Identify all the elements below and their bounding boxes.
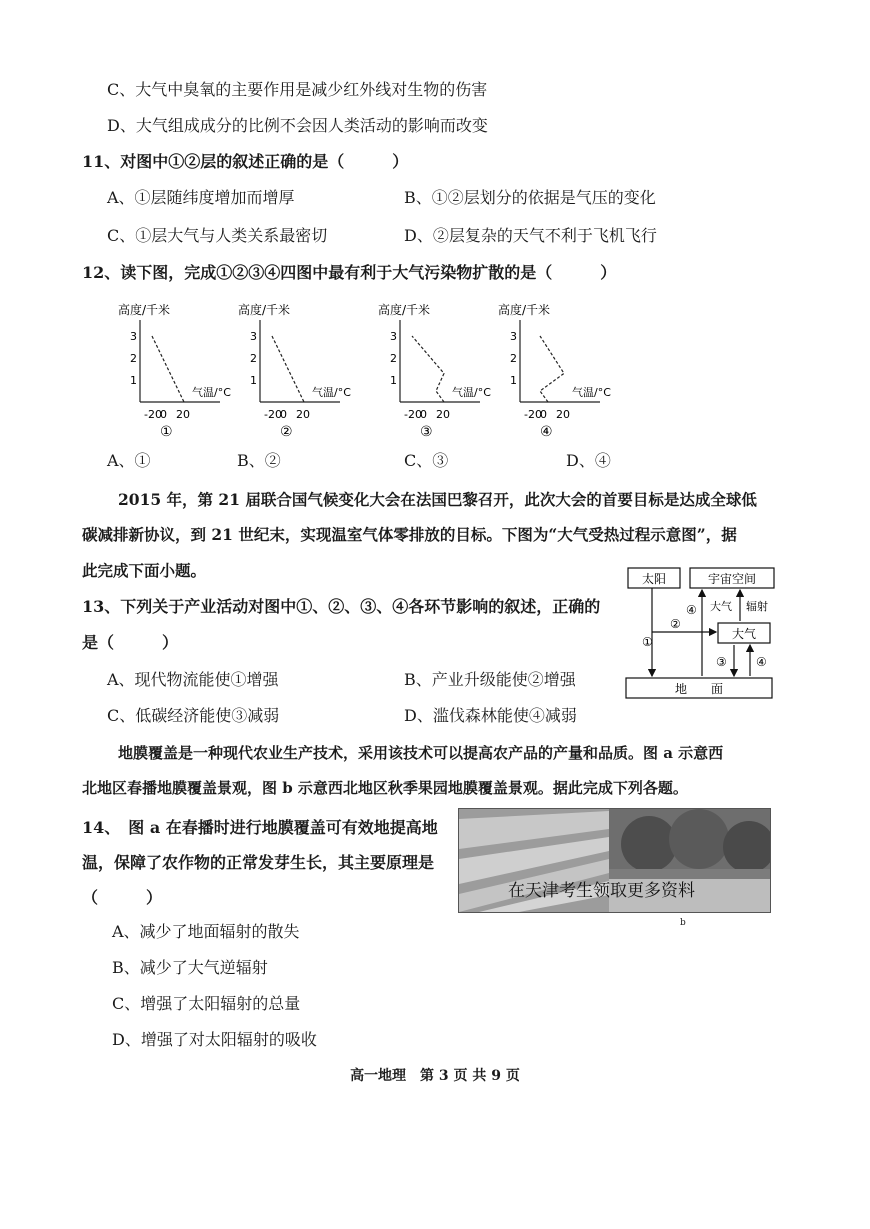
graph-xtick: 20	[176, 408, 190, 421]
q11-stem: 11、对图中①②层的叙述正确的是（ ）	[82, 152, 409, 171]
watermark-text: 在天津考生领取更多资料	[508, 881, 695, 901]
graph-ytick: 3	[510, 330, 517, 343]
graph-xtick: -20	[264, 408, 282, 421]
graph-ylabel: 高度/千米	[238, 303, 291, 317]
graph-xtick: 0	[160, 408, 167, 421]
graph-xtick: 0	[540, 408, 547, 421]
passage-mulch-line-2: 北地区春播地膜覆盖景观，图 b 示意西北地区秋季果园地膜覆盖景观。据此完成下列各题。	[82, 779, 688, 797]
passage-mulch-line-1: 地膜覆盖是一种现代农业生产技术，采用该技术可以提高农产品的产量和品质。图 a 示意西	[118, 744, 724, 762]
q10-option-d: D、大气组成成分的比例不会因人类活动的影响而改变	[107, 116, 488, 135]
label-4-lower: ④	[756, 655, 767, 669]
q14-stem-line-2: 温，保障了农作物的正常发芽生长，其主要原理是	[82, 853, 435, 872]
temperature-profile-line	[540, 336, 564, 402]
atmosphere-radiation-label: 大气	[710, 600, 732, 613]
graph-number: ④	[540, 424, 553, 438]
label-3: ③	[716, 655, 727, 669]
q12-option-a: A、①	[107, 451, 151, 470]
atmosphere-label: 大气	[731, 627, 757, 641]
q14-option-c: C、增强了太阳辐射的总量	[112, 994, 301, 1013]
q14-stem-line-1: 14、 图 a 在春播时进行地膜覆盖可有效地提高地	[82, 818, 438, 837]
q14-option-d: D、增强了对太阳辐射的吸收	[112, 1030, 317, 1049]
q11-option-d: D、②层复杂的天气不利于飞机飞行	[404, 226, 657, 245]
radiation-label: 辐射	[746, 600, 768, 613]
graph-ytick: 1	[390, 374, 397, 387]
graph-ytick: 3	[130, 330, 137, 343]
q11-option-b: B、①②层划分的依据是气压的变化	[404, 188, 656, 207]
q14-option-b: B、减少了大气逆辐射	[112, 958, 268, 977]
graph-ytick: 3	[390, 330, 397, 343]
graph-ytick: 2	[390, 352, 397, 365]
graph-xtick: 20	[296, 408, 310, 421]
passage-climate-line-1: 2015 年，第 21 届联合国气候变化大会在法国巴黎召开，此次大会的首要目标是达成全球低	[118, 490, 757, 509]
graph-xtick: -20	[144, 408, 162, 421]
q12-option-c: C、③	[404, 451, 449, 470]
graph-ytick: 2	[250, 352, 257, 365]
graph-xtick: -20	[524, 408, 542, 421]
passage-climate-line-2: 碳减排新协议，到 21 世纪末，实现温室气体零排放的目标。下图为“大气受热过程示意图”，据	[82, 525, 737, 544]
graph-ylabel: 高度/千米	[118, 303, 171, 317]
graph-xtick: 20	[556, 408, 570, 421]
q13-option-d: D、滥伐森林能使④减弱	[404, 706, 577, 725]
q12-option-d: D、④	[566, 451, 611, 470]
q13-stem-line-1: 13、下列关于产业活动对图中①、②、③、④各环节影响的叙述，正确的	[82, 597, 601, 616]
graph-xlabel: 气温/°C	[452, 386, 491, 399]
graph-ytick: 3	[250, 330, 257, 343]
q13-stem-line-2: 是（ ）	[82, 633, 179, 652]
label-1: ①	[642, 635, 653, 649]
graph-xlabel: 气温/°C	[312, 386, 351, 399]
graph-xtick: -20	[404, 408, 422, 421]
q14-stem-line-3: （ ）	[82, 888, 163, 907]
space-label: 宇宙空间	[707, 572, 757, 586]
sun-label: 太阳	[641, 572, 667, 586]
graph-xtick: 0	[280, 408, 287, 421]
graph-xtick: 20	[436, 408, 450, 421]
graph-xlabel: 气温/°C	[572, 386, 611, 399]
q11-option-a: A、①层随纬度增加而增厚	[107, 188, 295, 207]
q13-option-a: A、现代物流能使①增强	[107, 670, 279, 689]
graph-xlabel: 气温/°C	[192, 386, 231, 399]
graph-ytick: 1	[250, 374, 257, 387]
graph-ytick: 1	[510, 374, 517, 387]
label-2: ②	[670, 617, 681, 631]
q14-option-a: A、减少了地面辐射的散失	[112, 922, 300, 941]
graph-number: ③	[420, 424, 433, 438]
q12-stem: 12、读下图，完成①②③④四图中最有利于大气污染物扩散的是（ ）	[82, 263, 617, 282]
photo-label-b: b	[680, 918, 686, 928]
page-footer: 高一地理 第 3 页 共 9 页	[350, 1068, 520, 1084]
graph-xtick: 0	[420, 408, 427, 421]
temperature-profile-graphs	[100, 298, 660, 438]
passage-climate-line-3: 此完成下面小题。	[82, 561, 207, 580]
temperature-profile-line	[412, 336, 444, 402]
graph-ytick: 1	[130, 374, 137, 387]
q10-option-c: C、大气中臭氧的主要作用是减少红外线对生物的伤害	[107, 80, 488, 99]
graph-ylabel: 高度/千米	[498, 303, 551, 317]
graph-ylabel: 高度/千米	[378, 303, 431, 317]
graph-number: ①	[160, 424, 173, 438]
ground-label: 地 面	[674, 682, 724, 696]
graph-ytick: 2	[510, 352, 517, 365]
q13-option-c: C、低碳经济能使③减弱	[107, 706, 280, 725]
graph-ytick: 2	[130, 352, 137, 365]
q13-option-b: B、产业升级能使②增强	[404, 670, 576, 689]
temperature-profile-line	[152, 336, 184, 402]
q12-option-b: B、②	[237, 451, 281, 470]
label-4-upper: ④	[686, 603, 697, 617]
temperature-profile-line	[272, 336, 304, 402]
graph-number: ②	[280, 424, 293, 438]
atmosphere-heating-diagram	[622, 566, 782, 701]
q11-option-c: C、①层大气与人类关系最密切	[107, 226, 328, 245]
